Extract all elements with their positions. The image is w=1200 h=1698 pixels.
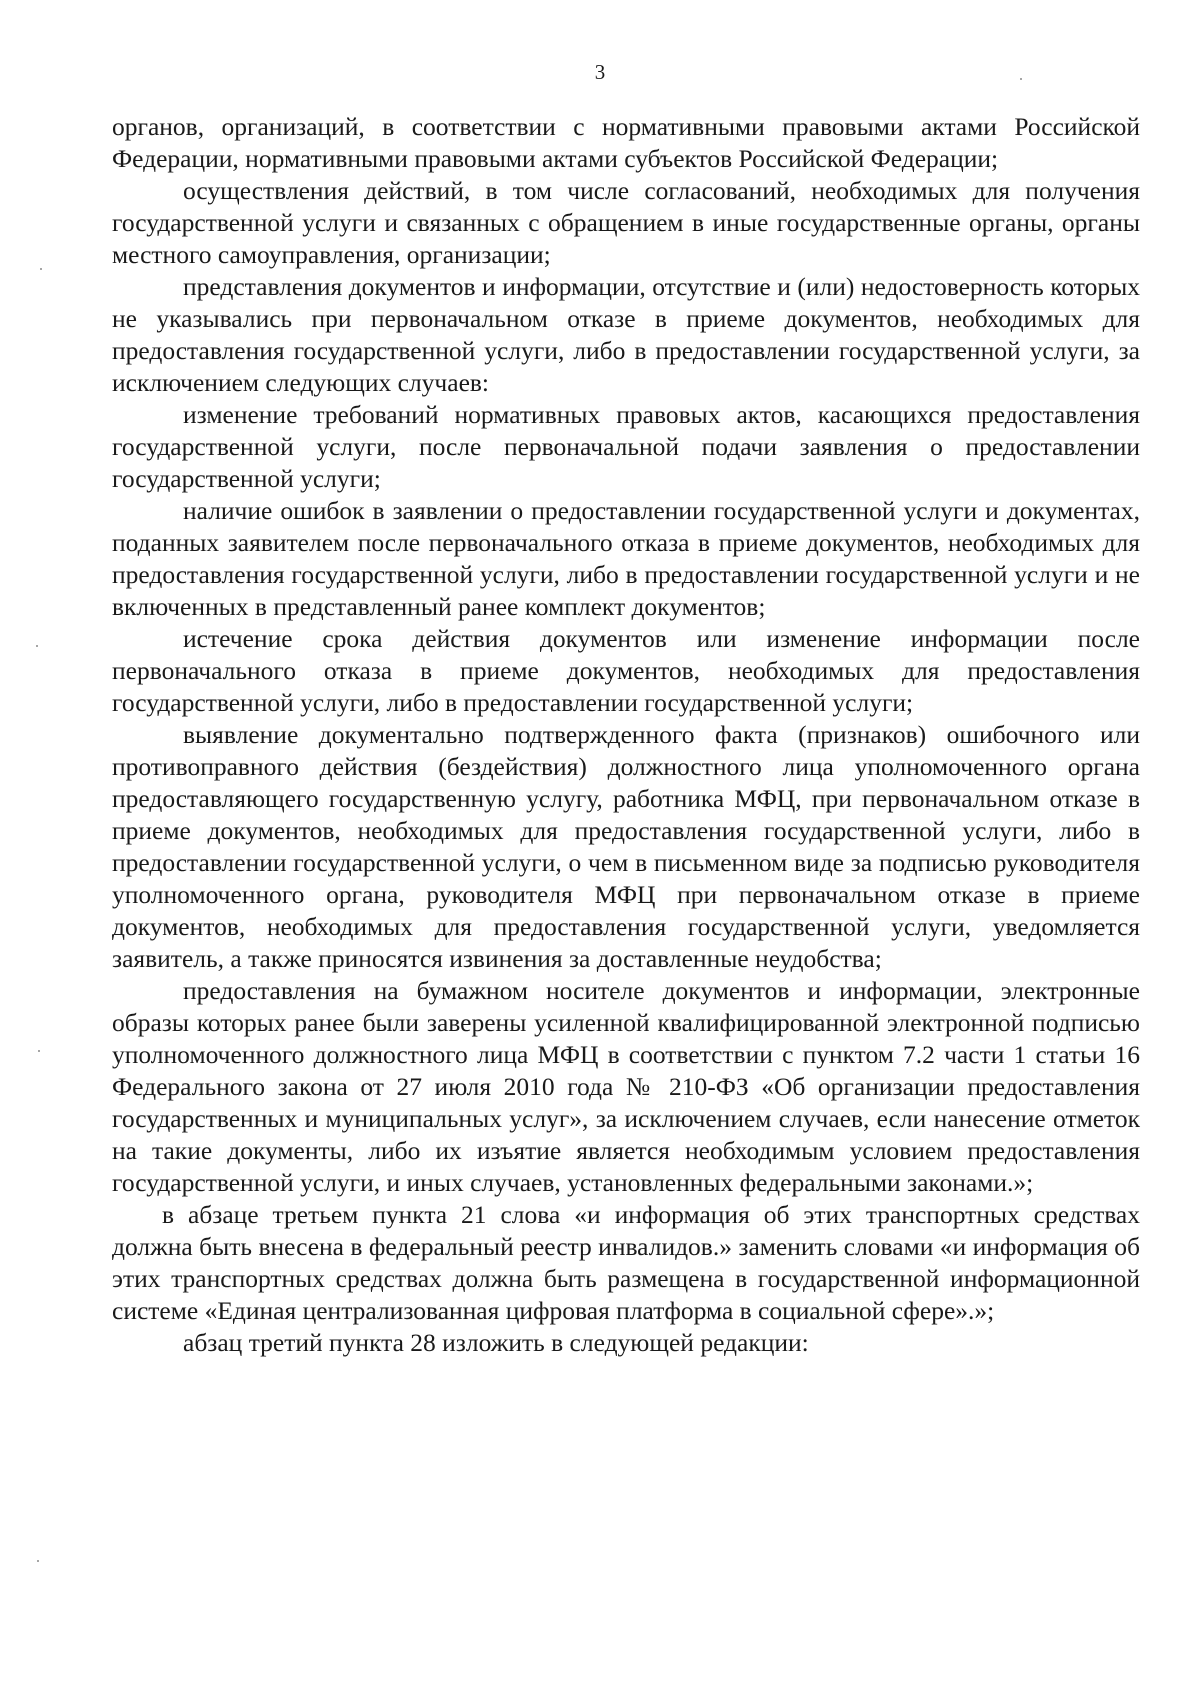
scan-artifact bbox=[36, 645, 38, 647]
paragraph: истечение срока действия документов или изменение информации после первоначального отказа в приеме документов, необходимых для предоставления государственной услуги, либо в предоставлении государственной услуги; bbox=[112, 624, 1140, 717]
paragraph: осуществления действий, в том числе согласований, необходимых для получения государственной услуги и связанных с обращением в иные государственные органы, органы местного самоуправления, организации; bbox=[112, 176, 1140, 269]
scan-artifact bbox=[40, 268, 42, 270]
paragraph: выявление документально подтвержденного факта (признаков) ошибочного или противоправного действия (бездействия) должностного лица уполномоченного органа предоставляющего государственную услугу, работника МФЦ, при первоначальном отказе в приеме документов, необходимых для предоставления государственной услуги, либо в предоставлении государственной услуги, о чем в письменном виде за подписью руководителя уполномоченного органа, руководителя МФЦ при первоначальном отказе в приеме документов, необходимых для предоставления государственной услуги, уведомляется заявитель, а также приносятся извинения за доставленные неудобства; bbox=[112, 720, 1140, 973]
paragraph: предоставления на бумажном носителе документов и информации, электронные образы которых ранее были заверены усиленной квалифицированной электронной подписью уполномоченного должностного лица МФЦ в соответствии с пунктом 7.2 части 1 статьи 16 Федерального закона от 27 июля 2010 года № 210-ФЗ «Об организации предоставления государственных и муниципальных услуг», за исключением случаев, если нанесение отметок на такие документы, либо их изъятие является необходимым условием предоставления государственной услуги, и иных случаев, установленных федеральными законами.»; bbox=[112, 976, 1140, 1197]
document-body bbox=[112, 111, 1140, 1359]
scan-artifact bbox=[37, 1560, 39, 1562]
paragraph: наличие ошибок в заявлении о предоставлении государственной услуги и документах, поданных заявителем после первоначального отказа в приеме документов, необходимых для предоставления государственной услуги, либо в предоставлении государственной услуги и не включенных в представленный ранее комплект документов; bbox=[112, 496, 1140, 621]
paragraph: изменение требований нормативных правовых актов, касающихся предоставления государственной услуги, после первоначальной подачи заявления о предоставлении государственной услуги; bbox=[112, 400, 1140, 493]
scan-artifact bbox=[38, 1050, 40, 1052]
paragraph: представления документов и информации, отсутствие и (или) недостоверность которых не указывались при первоначальном отказе в приеме документов, необходимых для предоставления государственной услуги, либо в предоставлении государственной услуги, за исключением следующих случаев: bbox=[112, 272, 1140, 397]
paragraph: абзац третий пункта 28 изложить в следующей редакции: bbox=[183, 1328, 809, 1357]
scan-artifact bbox=[1020, 78, 1022, 80]
page-number: 3 bbox=[594, 60, 606, 84]
paragraph: в абзаце третьем пункта 21 слова «и информация об этих транспортных средствах должна быть внесена в федеральный реестр инвалидов.» заменить словами «и информация об этих транспортных средствах должна быть размещена в государственной информационной системе «Единая централизованная цифровая платформа в социальной сфере».»; bbox=[112, 1200, 1140, 1325]
paragraph: органов, организаций, в соответствии с нормативными правовыми актами Российской Федерации, нормативными правовыми актами субъектов Российской Федерации; bbox=[112, 112, 1140, 173]
